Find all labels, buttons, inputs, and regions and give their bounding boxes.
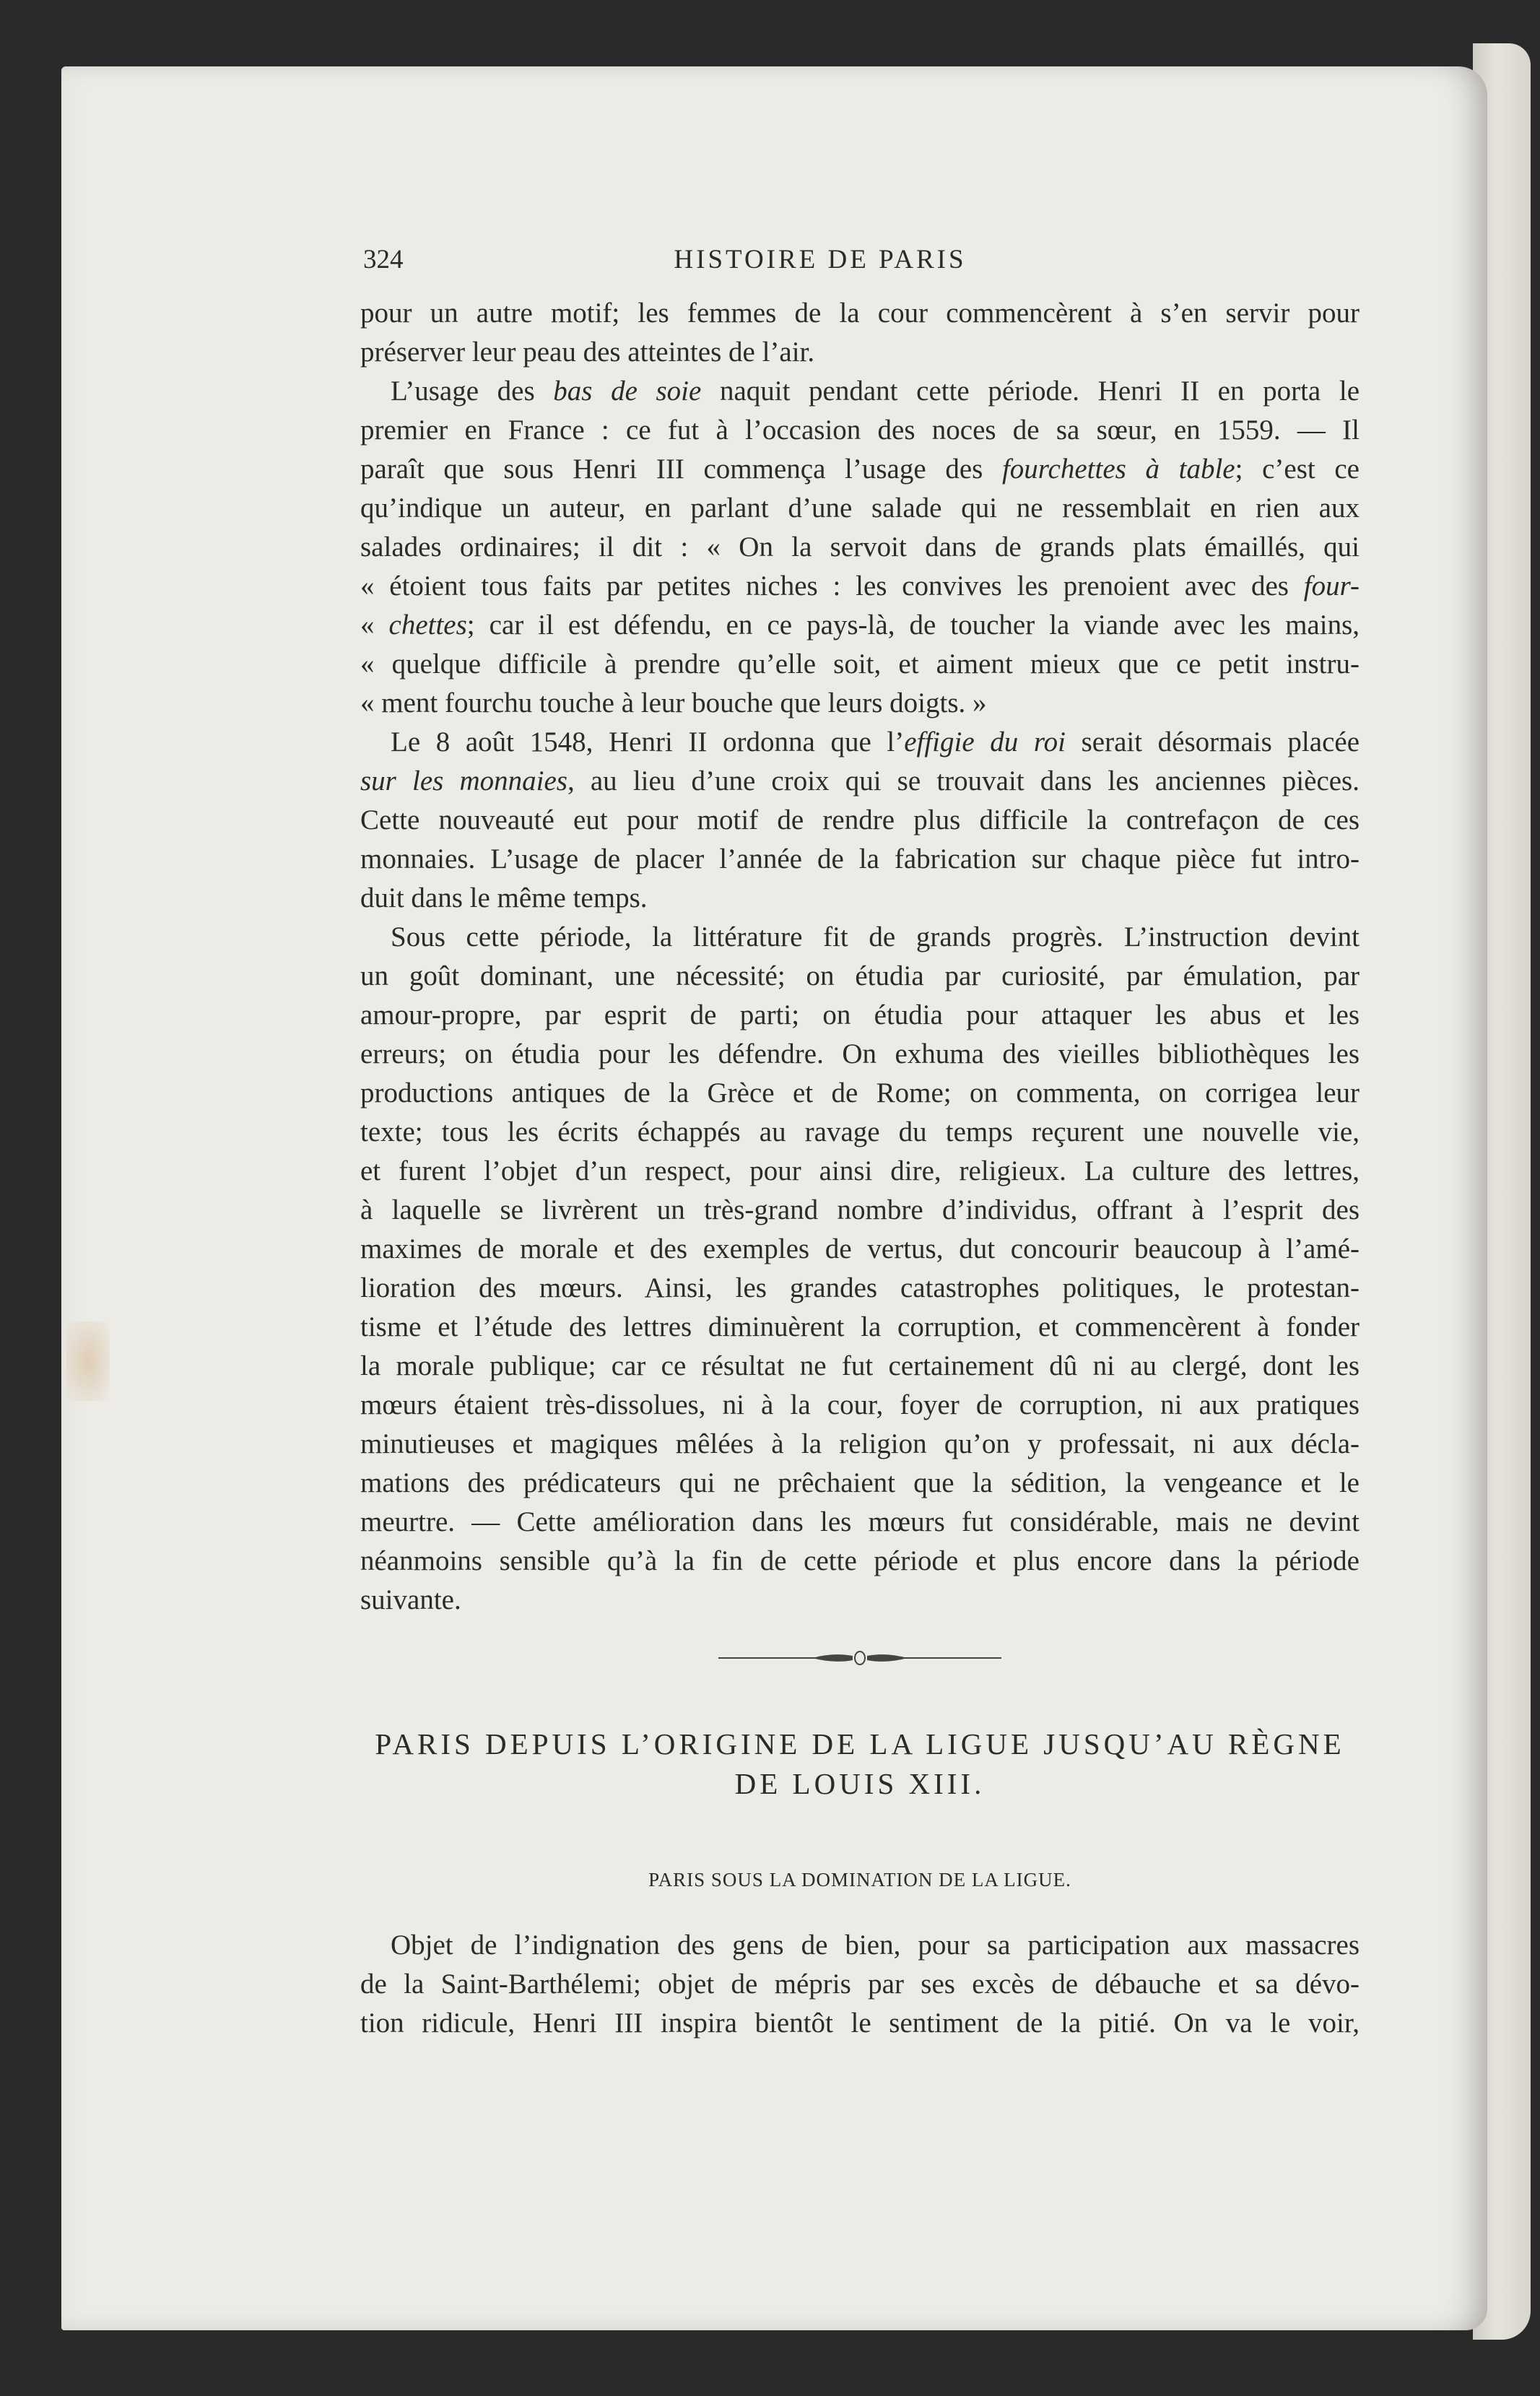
text-line	[360, 606, 1360, 645]
text-run: qu’indique un auteur, en parlant d’une salade qui ne ressemblait en rien aux	[360, 492, 1360, 524]
italic-text: bas de soie	[553, 376, 702, 407]
text-run: meurtre. — Cette amélioration dans les mœurs fut considérable, mais ne devint	[360, 1506, 1360, 1537]
text-run: à laquelle se livrèrent un très-grand nombre d’individus, offrant à l’esprit des	[360, 1194, 1360, 1225]
italic-text: effigie du roi	[904, 726, 1066, 758]
body-text	[360, 294, 1360, 1620]
text-line	[360, 372, 1360, 411]
text-line	[360, 840, 1360, 879]
text-line	[360, 411, 1360, 450]
text-run: «	[360, 609, 389, 641]
text-run: duit dans le même temps.	[360, 882, 648, 913]
italic-text: sur les monnaies	[360, 765, 567, 797]
text-run: maximes de morale et des exemples de vertus, dut concourir beaucoup à l’amé-	[360, 1233, 1360, 1264]
text-run: pour un autre motif; les femmes de la cour commencèrent à s’en servir pour	[360, 298, 1360, 329]
text-run: « quelque difficile à prendre qu’elle soit, et aiment mieux que ce petit instru-	[360, 648, 1360, 680]
text-run: Sous cette période, la littérature fit de grands progrès. L’instruction devint	[391, 921, 1360, 952]
text-run: néanmoins sensible qu’à la fin de cette période et plus encore dans la période	[360, 1545, 1360, 1576]
text-run: un goût dominant, une nécessité; on étudia par curiosité, par émulation, par	[360, 960, 1360, 991]
text-line	[360, 801, 1360, 840]
text-run: ; c’est ce	[1235, 453, 1360, 485]
running-title: HISTOIRE DE PARIS	[674, 245, 967, 274]
text-line	[360, 567, 1360, 606]
text-run: L’usage des	[391, 376, 554, 407]
text-line	[360, 957, 1360, 996]
text-line	[360, 294, 1360, 333]
text-run: suivante.	[360, 1584, 461, 1615]
text-run: de la Saint-Barthélemi; objet de mépris par ses excès de débauche et sa dévo-	[360, 1969, 1360, 2000]
text-line	[360, 918, 1360, 957]
text-line	[360, 489, 1360, 528]
text-line	[360, 1113, 1360, 1152]
text-run: naquit pendant cette période. Henri II en porta le	[701, 376, 1360, 407]
text-line	[360, 723, 1360, 762]
text-run: texte; tous les écrits échappés au ravage du temps reçurent une nouvelle vie,	[360, 1116, 1360, 1147]
text-line	[360, 1965, 1360, 2004]
text-line	[360, 1074, 1360, 1113]
text-line	[360, 879, 1360, 918]
text-line	[360, 1464, 1360, 1503]
text-line	[360, 1926, 1360, 1965]
text-line	[360, 1347, 1360, 1386]
section-divider-ornament	[718, 1646, 1001, 1670]
text-line	[360, 1269, 1360, 1308]
italic-text: chettes	[388, 609, 467, 641]
text-line	[360, 1035, 1360, 1074]
section-heading-line-2: DE LOUIS XIII.	[734, 1767, 986, 1800]
text-run: premier en France : ce fut à l’occasion des noces de sa sœur, en 1559. — Il	[360, 414, 1360, 446]
text-line	[360, 1191, 1360, 1230]
paper-stain	[66, 1321, 110, 1401]
text-run: minutieuses et magiques mêlées à la religion qu’on y professait, ni aux décla-	[360, 1428, 1360, 1459]
text-run: tisme et l’étude des lettres diminuèrent la corruption, et commencèrent à fonder	[360, 1311, 1360, 1342]
text-line	[360, 1503, 1360, 1542]
text-run: , au lieu d’une croix qui se trouvait dans les anciennes pièces.	[567, 765, 1360, 797]
text-line	[360, 1425, 1360, 1464]
text-run: « ment fourchu touche à leur bouche que leurs doigts. »	[360, 687, 987, 719]
text-run: lioration des mœurs. Ainsi, les grandes catastrophes politiques, le protestan-	[360, 1272, 1360, 1303]
text-run: préserver leur peau des atteintes de l’air.	[360, 337, 815, 368]
text-run: la morale publique; car ce résultat ne fut certainement dû ni au clergé, dont les	[360, 1350, 1360, 1381]
text-line	[360, 1542, 1360, 1581]
text-run: paraît que sous Henri III commença l’usage des	[360, 453, 1002, 485]
text-line	[360, 1152, 1360, 1191]
text-line	[360, 450, 1360, 489]
text-line	[360, 528, 1360, 567]
text-line	[360, 684, 1360, 723]
text-run: « étoient tous faits par petites niches : les convives les prenoient avec des	[360, 570, 1304, 602]
text-run: monnaies. L’usage de placer l’année de la fabrication sur chaque pièce fut intro-	[360, 843, 1360, 874]
section-body-text	[360, 1926, 1360, 2043]
text-line	[360, 2004, 1360, 2043]
text-run: amour-propre, par esprit de parti; on étudia pour attaquer les abus et les	[360, 999, 1360, 1030]
text-run: et furent l’objet d’un respect, pour ainsi dire, religieux. La culture des lettres,	[360, 1155, 1360, 1186]
text-run: serait désormais placée	[1065, 726, 1360, 758]
text-line	[360, 996, 1360, 1035]
italic-text: fourchettes à table	[1001, 453, 1235, 485]
text-line	[360, 1230, 1360, 1269]
text-run: erreurs; on étudia pour les défendre. On exhuma des vieilles bibliothèques les	[360, 1038, 1360, 1069]
running-head	[360, 240, 1360, 279]
italic-text: four-	[1303, 570, 1360, 602]
text-run: mœurs étaient très-dissolues, ni à la cour, foyer de corruption, ni aux pratiques	[360, 1389, 1360, 1420]
text-run: Le 8 août 1548, Henri II ordonna que l’	[391, 726, 905, 758]
text-line	[360, 762, 1360, 801]
text-run: productions antiques de la Grèce et de Rome; on commenta, on corrigea leur	[360, 1077, 1360, 1108]
text-line	[360, 1308, 1360, 1347]
text-line	[360, 1386, 1360, 1425]
text-line	[360, 645, 1360, 684]
page-number: 324	[363, 245, 404, 274]
text-run: ; car il est défendu, en ce pays-là, de toucher la viande avec les mains,	[466, 609, 1360, 641]
text-run: salades ordinaires; il dit : « On la servoit dans de grands plats émaillés, qui	[360, 531, 1360, 563]
text-run: Objet de l’indignation des gens de bien, pour sa participation aux massacres	[391, 1930, 1360, 1961]
section-subheading: PARIS SOUS LA DOMINATION DE LA LIGUE.	[648, 1869, 1071, 1891]
text-line	[360, 333, 1360, 372]
text-line	[360, 1581, 1360, 1620]
text-run: mations des prédicateurs qui ne prêchaient que la sédition, la vengeance et le	[360, 1467, 1360, 1498]
section-heading-line-1: PARIS DEPUIS L’ORIGINE DE LA LIGUE JUSQU’AU RÈGNE	[375, 1727, 1345, 1761]
text-run: Cette nouveauté eut pour motif de rendre plus difficile la contrefaçon de ces	[360, 804, 1360, 835]
text-run: tion ridicule, Henri III inspira bientôt le sentiment de la pitié. On va le voir,	[360, 2007, 1360, 2039]
